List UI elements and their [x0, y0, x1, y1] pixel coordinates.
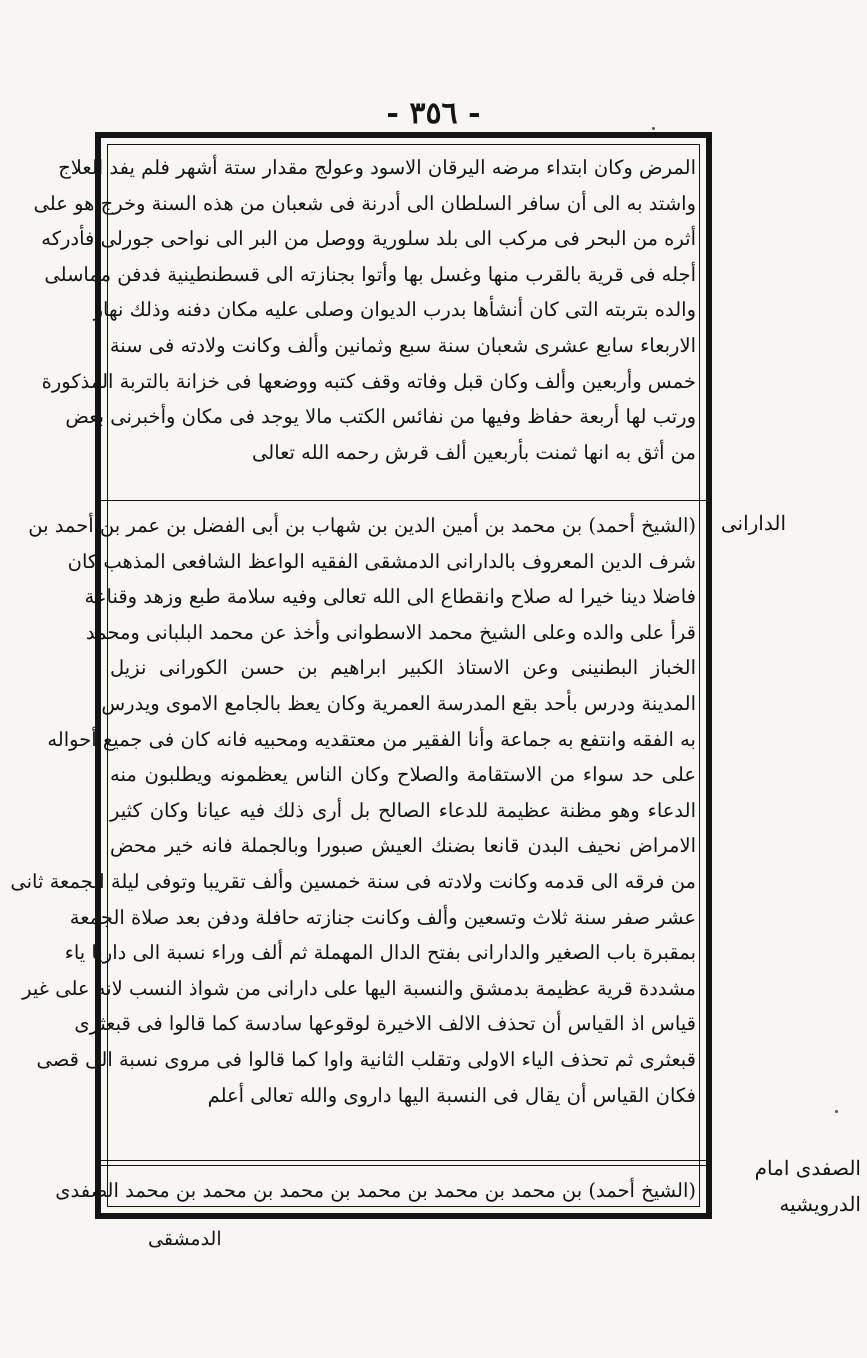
- text-line: واشتد به الى أن سافر السلطان الى أدرنة فى شعبان من هذه السنة وخرج هو على: [33, 191, 696, 215]
- text-line: (الشيخ أحمد) بن محمد بن أمين الدين بن شهاب بن أبى الفضل بن عمر بن أحمد بن: [28, 514, 696, 537]
- page-number: - ٣٥٦ -: [386, 96, 481, 131]
- text-line: الاربعاء سابع عشرى شعبان سنة سبع وثمانين وألف وكانت ولادته فى سنة: [109, 333, 696, 357]
- entry-ending-block: [33, 150, 696, 470]
- section-divider: [101, 1160, 706, 1161]
- margin-note-safadi: الصفدى امام: [754, 1156, 861, 1180]
- catchword: الدمشقى: [148, 1228, 222, 1250]
- text-line: مشددة قرية عظيمة بدمشق والنسبة اليها على دارانى من شواذ النسب لانه على غير: [22, 976, 696, 1000]
- section-divider: [101, 1165, 706, 1166]
- text-line: (الشيخ أحمد) بن محمد بن محمد بن محمد بن محمد بن محمد بن محمد الصفدى: [55, 1179, 696, 1202]
- text-line: المرض وكان ابتداء مرضه اليرقان الاسود وعولج مقدار ستة أشهر فلم يفد العلاج: [58, 156, 696, 179]
- text-line: شرف الدين المعروف بالدارانى الدمشقى الفقيه الواعظ الشافعى المذهب كان: [67, 549, 696, 573]
- margin-note-darani: الدارانى: [720, 511, 786, 535]
- text-line: الامراض نحيف البدن قانعا بضنك العيش صبورا وبالجملة فانه خير محض: [110, 834, 696, 858]
- text-line: قرأ على والده وعلى الشيخ محمد الاسطوانى وأخذ عن محمد البلبانى ومحمد: [85, 620, 696, 644]
- text-line: بمقبرة باب الصغير والدارانى بفتح الدال المهملة ثم ألف وراء نسبة الى داريا ياء: [64, 941, 696, 965]
- section-divider: [101, 500, 706, 501]
- text-line: المدينة ودرس بأحد بقع المدرسة العمرية وكان يعظ بالجامع الاموى ويدرس: [101, 691, 696, 715]
- text-line: أجله فى قرية بالقرب منها وغسل بها وأتوا بجنازته الى قسطنطينية فدفن مماسلى: [44, 262, 696, 286]
- darani-entry-block: [10, 508, 696, 1113]
- safadi-entry-block: [55, 1173, 696, 1209]
- text-line: عشر صفر سنة ثلاث وتسعين وألف وكانت جنازته حافلة ودفن بعد صلاة الجمعة: [69, 905, 696, 929]
- text-line: الدعاء وهو مظنة عظيمة للدعاء الصالح بل أرى ذلك فيه عيانا وكان كثير: [110, 798, 696, 822]
- text-line: به الفقه وانتفع به جماعة وأنا الفقير من معتقديه ومحبيه فانه كان فى جميع أحواله: [47, 727, 696, 751]
- text-line: من أثق به انها ثمنت بأربعين ألف قرش رحمه الله تعالى: [252, 440, 696, 464]
- text-line: والده بتربته التى كان أنشأها بدرب الديوان وصلى عليه مكان دفنه وذلك نهار: [93, 298, 696, 322]
- text-line: خمس وأربعين وألف وكان قبل وفاته وقف كتبه ووضعها فى خزانة بالتربة المذكورة: [41, 369, 696, 393]
- text-line: على حد سواء من الاستقامة والصلاح وكان الناس يعظمونه ويطلبون منه: [110, 763, 696, 787]
- scan-speck: [652, 127, 655, 130]
- text-line: ورتب لها أربعة حفاظ وفيها من نفائس الكتب مالا يوجد فى مكان وأخبرنى بعض: [65, 405, 696, 429]
- text-line: قياس اذ القياس أن تحذف الالف الاخيرة لوقوعها سادسة كما قالوا فى قبعثرى: [74, 1012, 696, 1036]
- margin-note-safadi-cont: الدرويشيه: [779, 1192, 861, 1216]
- text-line: فكان القياس أن يقال فى النسبة اليها داروى والله تعالى أعلم: [207, 1083, 696, 1107]
- scan-speck: [835, 1110, 838, 1113]
- text-line: الخباز البطنينى وعن الاستاذ الكبير ابراهيم بن حسن الكورانى نزيل: [110, 656, 696, 680]
- text-line: فاضلا دينا خيرا له صلاح وانقطاع الى الله تعالى وفيه سلامة طبع وزهد وقناعة: [84, 585, 696, 609]
- text-line: قبعثرى ثم تحذف الياء الاولى وتقلب الثانية واوا كما قالوا فى مروى نسبة الى قصى: [36, 1047, 696, 1071]
- text-line: من فرقه الى قدمه وكانت ولادته فى سنة خمسين وألف تقريبا وتوفى ليلة الجمعة ثانى: [10, 869, 696, 893]
- text-line: أثره من البحر فى مركب الى بلد سلورية ووصل من البر الى نواحى جورلى فأدركه: [41, 227, 696, 251]
